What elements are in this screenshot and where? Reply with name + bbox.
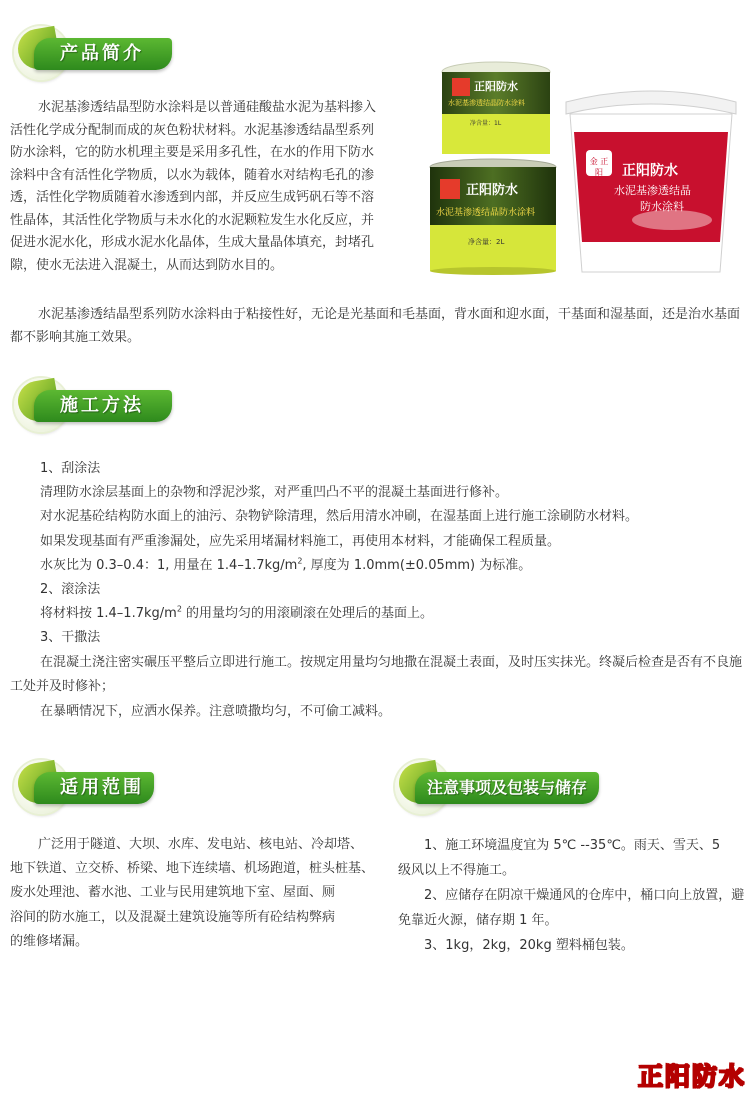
method-dry-title: 3、干撒法 <box>40 630 101 646</box>
notes-line: 2、应储存在阴凉干燥通风的仓库中，桶口向上放置，避 <box>424 888 745 903</box>
intro-line: 防水涂料，它的防水机理主要是采用多孔性，在水的作用下防水 <box>10 145 375 160</box>
section-badge-method <box>14 378 164 438</box>
intro-line: 水泥基渗透结晶型防水涂料是以普通硅酸盐水泥为基料掺入 <box>38 100 377 115</box>
section-title-scope: 适用范围 <box>60 777 144 798</box>
bucket-label-1: 水泥基渗透结晶 <box>614 184 691 197</box>
can-large-brand: 正阳防水 <box>466 183 519 198</box>
roll-pre: 将材料按 1.4–1.7kg/m <box>40 606 177 622</box>
bucket-brand: 正阳防水 <box>622 163 678 179</box>
intro-paragraph-1 <box>10 97 420 277</box>
ratio-post: , 厚度为 1.0mm(±0.05mm) 为标准。 <box>302 557 532 573</box>
roll-post: 的用量均匀的用滚刷滚在处理后的基面上。 <box>181 606 434 622</box>
notes-line: 免靠近火源，储存期 1 年。 <box>398 913 558 928</box>
scope-line: 废水处理池、蓄水池、工业与民用建筑地下室、屋面、厕 <box>10 885 336 901</box>
method-dry-text <box>10 651 744 699</box>
method-ratio <box>40 554 740 578</box>
bucket-label-2: 防水涂料 <box>640 200 684 213</box>
method-item: 对水泥基砼结构防水面上的油污、杂物铲除清理，然后用清水冲刷，在湿基面上进行施工涂刷防水材料。 <box>40 509 639 525</box>
bucket-badge: 金 正阳 <box>589 157 609 177</box>
dry-text: 在混凝土浇注密实碾压平整后立即进行施工。按规定用量均匀地撒在混凝土表面，及时压实抹光。终凝后检查是否有不良施工处并及时修补； <box>10 655 743 695</box>
notes-line: 3、1kg，2kg，20kg 塑料桶包装。 <box>424 938 634 953</box>
method-roll <box>40 602 740 626</box>
intro-line: 活性化学成分配制而成的灰色粉状材料。水泥基渗透结晶型系列 <box>10 122 375 138</box>
scope-content <box>10 833 380 954</box>
product-can-small <box>440 58 552 158</box>
intro-line: 隙，使水无法进入混凝土，从而达到防水目的。 <box>10 257 284 273</box>
intro-line: 性晶体，其活性化学物质与未水化的水泥颗粒发生水化反应，并 <box>10 212 375 228</box>
intro-line: 透，活性化学物质随着水渗透到内部，并反应生成钙矾石等不溶 <box>10 190 375 205</box>
scope-line: 广泛用于隧道、大坝、水库、发电站、核电站、冷却塔、 <box>38 837 364 852</box>
footer-brand-logo: 正阳防水 <box>637 1062 746 1091</box>
notes-line: 级风以上不得施工。 <box>398 863 516 878</box>
section-title-method: 施工方法 <box>60 395 144 416</box>
can-large-label: 水泥基渗透结晶防水涂料 <box>436 208 536 218</box>
method-item: 清理防水涂层基面上的杂物和浮泥沙浆，对严重凹凸不平的混凝土基面进行修补。 <box>40 485 509 501</box>
badge-pill <box>34 38 172 70</box>
ratio-pre: 水灰比为 0.3–0.4：1, 用量在 1.4–1.7kg/m <box>40 557 298 573</box>
can-small-label: 水泥基渗透结晶防水涂料 <box>448 99 525 107</box>
scope-line: 的维修堵漏。 <box>10 933 89 949</box>
section-badge-scope <box>14 760 164 820</box>
method-content <box>40 457 740 651</box>
badge-pill <box>34 772 154 804</box>
notes-content <box>398 833 743 958</box>
badge-pill <box>34 390 172 422</box>
dry-text-2: 在暴晒情况下，应洒水保养。注意喷撒均匀，不可偷工减料。 <box>40 704 392 719</box>
section-badge-intro <box>14 26 164 86</box>
method-dry-text-2 <box>40 701 740 724</box>
roll-sup: 2 <box>176 604 182 614</box>
can-large-weight: 净含量：2L <box>468 238 505 246</box>
method-roll-title: 2、滚涂法 <box>40 582 101 598</box>
ratio-sup: 2 <box>297 556 303 566</box>
intro-line: 促进水泥水化，形成水泥水化晶体，生成大量晶体填充，封堵孔 <box>10 235 375 250</box>
can-small-weight: 净含量：1L <box>470 120 502 127</box>
intro-paragraph-2 <box>10 304 744 349</box>
badge-pill <box>415 772 599 804</box>
can-small-brand: 正阳防水 <box>474 80 518 93</box>
scope-line: 浴间的防水施工，以及混凝土建筑设施等所有砼结构弊病 <box>10 909 336 925</box>
product-bucket <box>562 80 740 276</box>
scope-line: 地下铁道、立交桥、桥梁、地下连续墙、机场跑道，桩头桩基、 <box>10 861 375 877</box>
intro-line: 涂料中含有活性化学物质，以水为载体，随着水对结构毛孔的渗 <box>10 167 375 183</box>
section-badge-notes <box>395 760 605 820</box>
intro-para2-text: 水泥基渗透结晶型系列防水涂料由于粘接性好，无论是光基面和毛基面，背水面和迎水面，干基面和湿基面，还是治水基面都不影响其施工效果。 <box>10 307 741 345</box>
section-title-notes: 注意事项及包装与储存 <box>427 778 588 797</box>
notes-line: 1、施工环境温度宜为 5℃ --35℃。雨天、雪天、5 <box>424 838 721 853</box>
method-item: 如果发现基面有严重渗漏处，应先采用堵漏材料施工，再使用本材料，才能确保工程质量。 <box>40 533 561 549</box>
method-item: 1、刮涂法 <box>40 461 101 476</box>
section-title-intro: 产品简介 <box>60 43 144 64</box>
product-can-large <box>428 157 558 275</box>
